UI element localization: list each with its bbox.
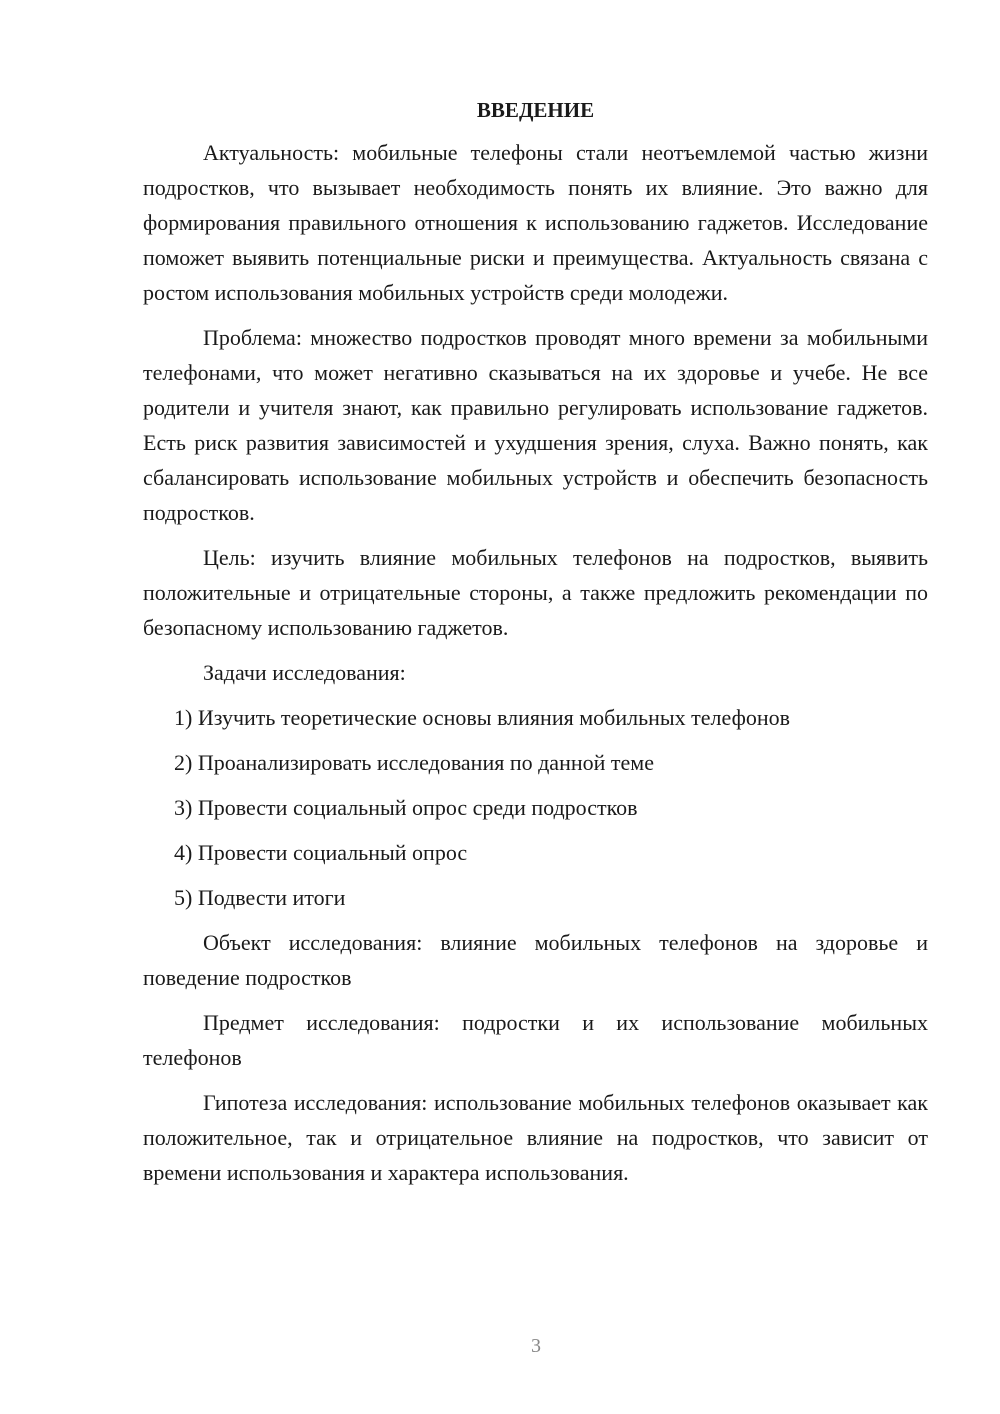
tasks-label: Задачи исследования:	[203, 660, 406, 685]
tasks-list	[143, 700, 928, 915]
page-number: 3	[531, 1335, 541, 1357]
subject-paragraph: Предмет исследования: подростки и их использование мобильных телефонов	[143, 1010, 928, 1070]
task-item: 3) Провести социальный опрос среди подростков	[174, 795, 638, 820]
task-item: 4) Провести социальный опрос	[174, 840, 468, 865]
goal-paragraph: Цель: изучить влияние мобильных телефонов на подростков, выявить положительные и отрицательные стороны, а также предложить рекомендации по безопасному использованию гаджетов.	[143, 545, 928, 640]
object-paragraph: Объект исследования: влияние мобильных телефонов на здоровье и поведение подростков	[143, 930, 928, 990]
task-item: 2) Проанализировать исследования по данной теме	[174, 750, 654, 775]
task-item: 1) Изучить теоретические основы влияния мобильных телефонов	[174, 705, 790, 730]
relevance-paragraph: Актуальность: мобильные телефоны стали неотъемлемой частью жизни подростков, что вызывает необходимость понять их влияние. Это важно для формирования правильного отношения к использованию гаджетов. Исследование поможет выявить потенциальные риски и преимущества. Актуальность связана с ростом использования мобильных устройств среди молодежи.	[143, 140, 928, 305]
problem-paragraph: Проблема: множество подростков проводят много времени за мобильными телефонами, что может негативно сказываться на их здоровье и учебе. Не все родители и учителя знают, как правильно регулировать использование гаджетов. Есть риск развития зависимостей и ухудшения зрения, слуха. Важно понять, как сбалансировать использование мобильных устройств и обеспечить безопасность подростков.	[143, 325, 928, 525]
document-page	[143, 95, 928, 1200]
task-item: 5) Подвести итоги	[174, 885, 346, 910]
hypothesis-paragraph: Гипотеза исследования: использование мобильных телефонов оказывает как положительное, так и отрицательное влияние на подростков, что зависит от времени использования и характера использования.	[143, 1090, 928, 1185]
section-heading: ВВЕДЕНИЕ	[476, 98, 595, 122]
